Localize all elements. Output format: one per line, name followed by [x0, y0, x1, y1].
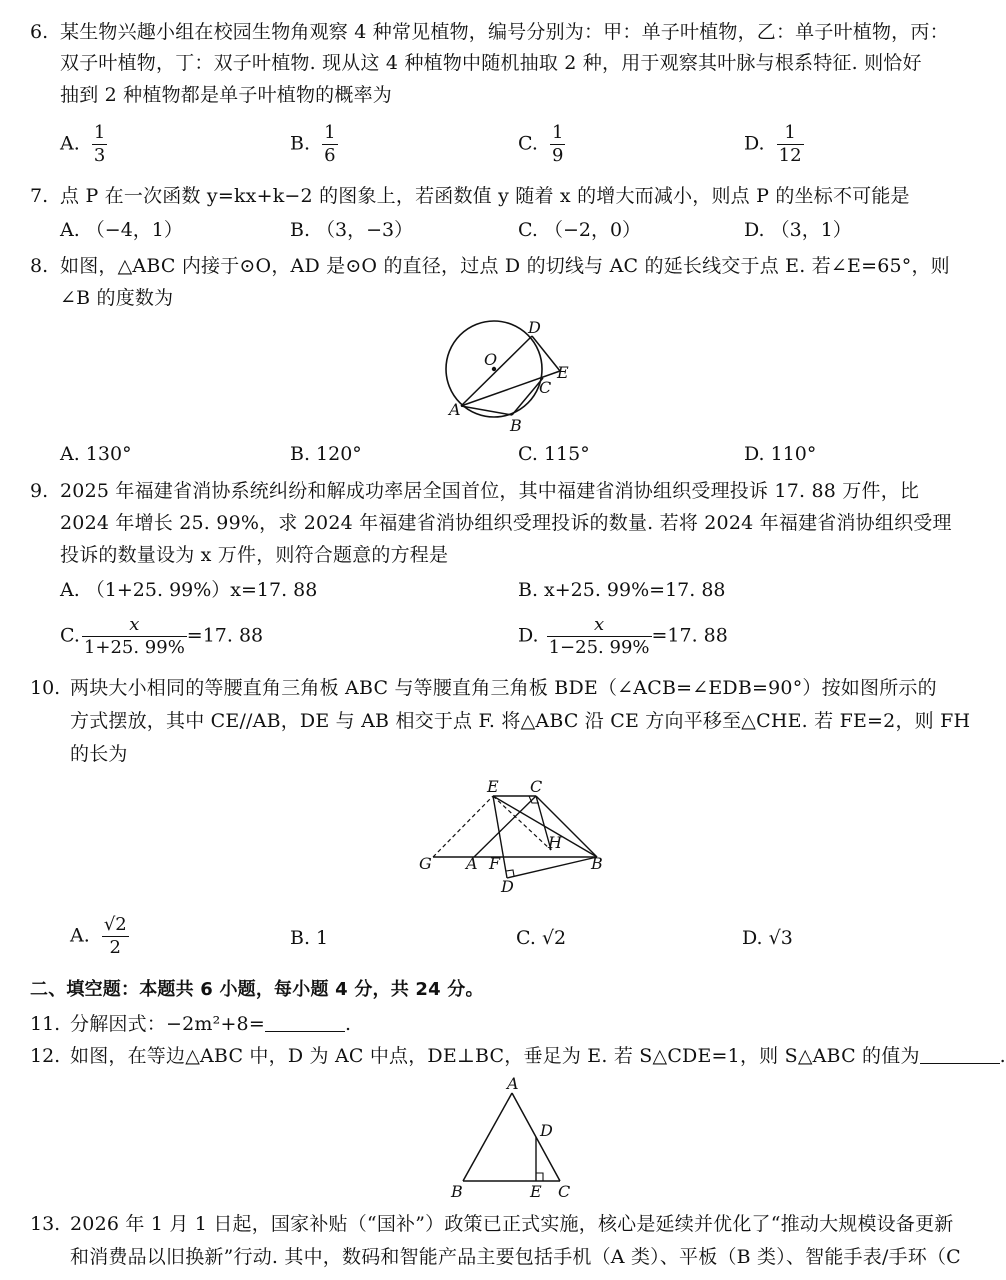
q10-option-c-label: C.	[516, 927, 536, 949]
q11-number: 11.	[30, 1013, 61, 1035]
q9-line-2: 2024 年增长 25. 99%，求 2024 年福建省消协组织受理投诉的数量. 若将 2024 年福建省消协组织受理	[60, 512, 952, 534]
q10-line-3: 的长为	[70, 743, 128, 765]
q9-option-d-label: D.	[518, 624, 539, 647]
q6-line-3: 抽到 2 种植物都是单子叶植物的概率为	[60, 84, 392, 106]
q10-label-d: D	[501, 877, 514, 896]
q10-label-e: E	[487, 777, 499, 796]
q9-line-1: 2025 年福建省消协系统纠纷和解成功率居全国首位，其中福建省消协组织受理投诉 17. 88 万件，比	[60, 480, 920, 502]
q6-option-d-label: D.	[744, 132, 765, 155]
q8-option-a: A. 130°	[60, 443, 132, 465]
q7-option-a: A. （−4，1）	[60, 219, 183, 241]
q12-label-d: D	[540, 1121, 553, 1140]
q9-option-c-fraction	[82, 614, 187, 659]
q12-label-c: C	[558, 1182, 571, 1201]
q10-label-g: G	[419, 854, 432, 873]
q9-option-d	[518, 614, 728, 659]
q12-answer-blank[interactable]	[920, 1045, 1000, 1064]
q12-number: 12.	[30, 1045, 61, 1067]
q9-option-c-label: C.	[60, 624, 80, 647]
q12-triangle-figure	[446, 1073, 576, 1201]
q8-circle-figure	[440, 318, 580, 434]
q10-option-d-label: D.	[742, 927, 763, 949]
q6-option-a	[60, 122, 107, 167]
q9-option-c-numerator: x	[82, 614, 187, 637]
q8-line-1: 如图，△ABC 内接于⊙O，AD 是⊙O 的直径，过点 D 的切线与 AC 的延长线交于点 E. 若∠E=65°，则	[60, 255, 950, 277]
q12-text: 如图，在等边△ABC 中，D 为 AC 中点，DE⊥BC，垂足为 E. 若 S△CDE=1，则 S△ABC 的值为	[70, 1045, 920, 1067]
q6-option-a-denominator: 3	[93, 145, 106, 166]
q10-label-a: A	[466, 854, 478, 873]
q6-option-b-numerator: 1	[324, 122, 336, 143]
q12-end: .	[999, 1045, 1006, 1067]
q10-option-d	[742, 926, 793, 950]
q6-line-1: 某生物兴趣小组在校园生物角观察 4 种常见植物，编号分别为：甲：单子叶植物，乙：单子叶植物，丙：	[60, 21, 949, 43]
q6-option-c-denominator: 9	[551, 145, 564, 166]
q9-option-c	[60, 614, 263, 659]
q8-option-b: B. 120°	[290, 443, 362, 465]
q10-option-a-label: A.	[70, 924, 90, 947]
q9-option-d-numerator: x	[547, 614, 652, 637]
q6-option-a-fraction	[92, 122, 107, 167]
q8-label-b: B	[510, 416, 522, 435]
q6-option-c-label: C.	[518, 132, 538, 155]
q6-option-b-label: B.	[290, 132, 311, 155]
q10-label-f: F	[489, 854, 501, 873]
q6-option-a-numerator: 1	[93, 122, 106, 143]
q12-label-b: B	[451, 1182, 463, 1201]
q10-number: 10.	[30, 677, 61, 699]
q10-line-1: 两块大小相同的等腰直角三角板 ABC 与等腰直角三角板 BDE（∠ACB=∠EDB=90°）按如图所示的	[70, 677, 937, 699]
q9-option-d-rhs: =17. 88	[651, 624, 728, 647]
q6-option-b-fraction	[322, 122, 337, 167]
q6-option-c-numerator: 1	[551, 122, 564, 143]
q9-option-d-fraction	[547, 614, 652, 659]
q7-option-c: C. （−2，0）	[518, 219, 642, 241]
q9-option-c-denominator: 1+25. 99%	[83, 637, 185, 658]
q10-triangles-figure	[415, 774, 615, 900]
q10-option-a-fraction	[102, 914, 129, 959]
q7-line-1: 点 P 在一次函数 y=kx+k−2 的图象上，若函数值 y 随着 x 的增大而减小，则点 P 的坐标不可能是	[60, 185, 910, 207]
q6-option-b	[290, 122, 338, 167]
q10-label-c: C	[530, 777, 543, 796]
q12-label-a: A	[507, 1074, 519, 1093]
q6-line-2: 双子叶植物，丁：双子叶植物. 现从这 4 种植物中随机抽取 2 种，用于观察其叶脉与根系特征. 则恰好	[60, 52, 922, 74]
q6-option-a-label: A.	[60, 132, 80, 155]
q6-option-d-numerator: 1	[777, 122, 804, 145]
q13-line-2: 和消费品以旧换新”行动. 其中，数码和智能产品主要包括手机（A 类）、平板（B 类）、智能手表/手环（C	[70, 1246, 961, 1268]
q7-option-d: D. （3，1）	[744, 219, 852, 241]
q10-label-h: H	[548, 833, 562, 852]
q10-option-a-denominator: 2	[109, 937, 121, 958]
q8-number: 8.	[30, 255, 49, 277]
q11-text: 分解因式：−2m²+8=	[70, 1013, 265, 1035]
q8-label-o: O	[484, 350, 498, 369]
q8-label-a: A	[449, 400, 461, 419]
q10-option-d-value: √3	[768, 927, 793, 949]
q9-line-3: 投诉的数量设为 x 万件，则符合题意的方程是	[60, 544, 449, 566]
q7-number: 7.	[30, 185, 49, 207]
q6-option-d-denominator: 12	[778, 145, 802, 166]
q13-line-1: 2026 年 1 月 1 日起，国家补贴（“国补”）政策已正式实施，核心是延续并优化了“推动大规模设备更新	[70, 1213, 954, 1235]
q13-number: 13.	[30, 1213, 61, 1235]
q10-option-a-numerator: √2	[103, 914, 127, 935]
q9-number: 9.	[30, 480, 49, 502]
q10-option-a	[70, 914, 129, 959]
q6-option-c-fraction	[550, 122, 565, 167]
q11-answer-blank[interactable]	[265, 1013, 345, 1032]
q9-option-c-rhs: =17. 88	[186, 624, 264, 647]
q8-option-d: D. 110°	[744, 443, 817, 465]
q6-option-c	[518, 122, 565, 167]
q10-option-c	[516, 926, 566, 950]
q8-label-d: D	[528, 318, 541, 337]
q9-option-d-denominator: 1−25. 99%	[548, 637, 650, 658]
q11-end: .	[344, 1013, 352, 1035]
q6-option-d-fraction	[777, 122, 804, 167]
q9-option-a: A. （1+25. 99%）x=17. 88	[60, 579, 318, 601]
q8-line-2: ∠B 的度数为	[60, 287, 174, 309]
q9-option-b: B. x+25. 99%=17. 88	[518, 579, 726, 601]
q10-option-b: B. 1	[290, 927, 329, 949]
q8-label-c: C	[539, 378, 552, 397]
section-2-title: 二、填空题：本题共 6 小题，每小题 4 分，共 24 分。	[30, 979, 484, 1000]
q10-line-2: 方式摆放，其中 CE//AB，DE 与 AB 相交于点 F. 将△ABC 沿 CE 方向平移至△CHE. 若 FE=2，则 FH	[70, 710, 971, 732]
q6-number: 6.	[30, 21, 49, 43]
q12-line	[70, 1044, 1006, 1068]
q11-line	[70, 1012, 351, 1036]
q10-option-c-value: √2	[541, 927, 567, 949]
q12-label-e: E	[530, 1182, 542, 1201]
q6-option-d	[744, 122, 804, 167]
q10-label-b: B	[591, 854, 603, 873]
q8-option-c: C. 115°	[518, 443, 590, 465]
q7-option-b: B. （3，−3）	[290, 219, 414, 241]
q8-label-e: E	[557, 363, 569, 382]
q6-option-b-denominator: 6	[324, 145, 336, 166]
